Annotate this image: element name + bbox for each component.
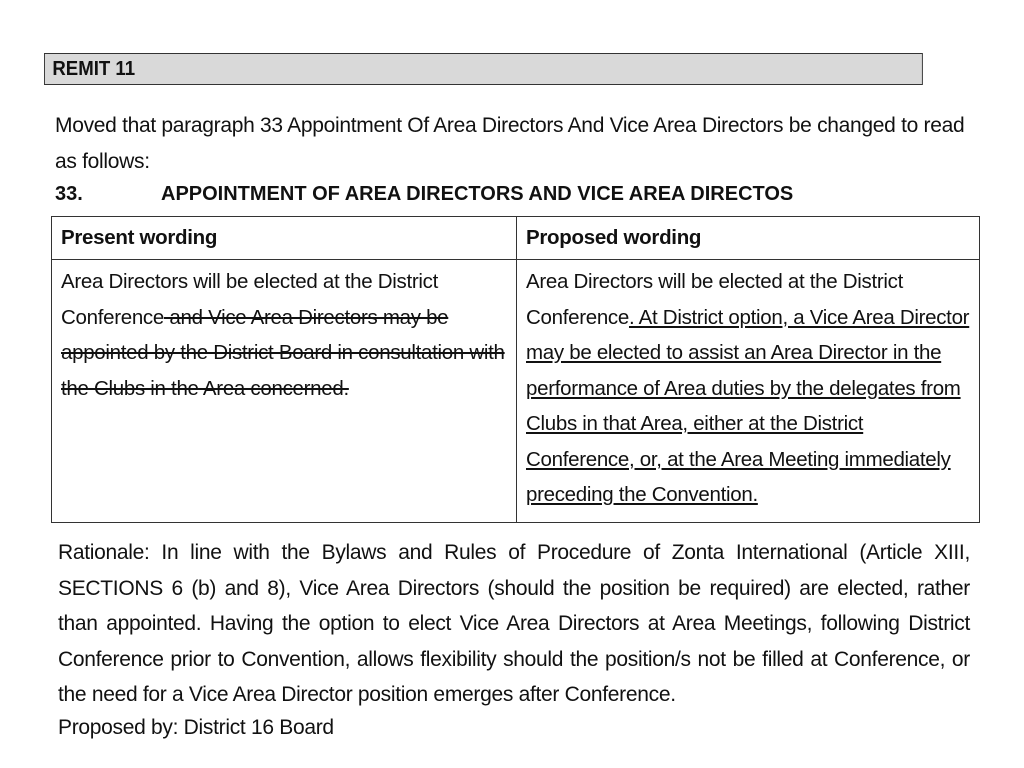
intro-paragraph: Moved that paragraph 33 Appointment Of Area Directors And Vice Area Directors be changed to read as follows: [55, 114, 965, 173]
rationale-paragraph: Rationale: In line with the Bylaws and Rules of Procedure of Zonta International (Article XIII, SECTIONS 6 (b) and 8), Vice Area Directors (should the position be required) are elected, rather than appointed. Having the option to elect Vice Area Directors at Area Meetings, following District Conference prior to Convention, allows flexibility should the position/s not be filled at Conference, or the need for a Vice Area Director position emerges after Conference. [58, 541, 970, 706]
present-wording-deleted-text: and Vice Area Directors may be appointed by the District Board in consultation with the Clubs in the Area concerned. [61, 305, 505, 400]
proposed-wording-kept-text: Area Directors will be elected at the District Conference [526, 270, 903, 329]
header-present-wording: Present wording [52, 217, 517, 260]
remit-title: REMIT 11 [52, 58, 136, 80]
table-header-row [52, 217, 980, 260]
present-wording-cell [52, 260, 517, 523]
table-row [52, 260, 980, 523]
present-wording-kept-text: Area Directors will be elected at the District Conference [61, 270, 438, 329]
proposed-wording-added-text: . At District option, a Vice Area Director may be elected to assist an Area Director in the performance of Area duties by the delegates from Clubs in that Area, either at the District Conference, or, at the Area Meeting immediately preceding the Convention. [526, 305, 970, 506]
section-heading [55, 176, 975, 212]
wording-comparison-table [51, 216, 980, 523]
remit-title-bar [44, 53, 923, 85]
section-title: APPOINTMENT OF AREA DIRECTORS AND VICE AREA DIRECTOS [161, 183, 794, 205]
proposed-wording-cell [517, 260, 980, 523]
header-proposed-wording: Proposed wording [517, 217, 980, 260]
proposed-by-line: Proposed by: District 16 Board [58, 716, 334, 739]
section-number: 33. [55, 183, 83, 205]
